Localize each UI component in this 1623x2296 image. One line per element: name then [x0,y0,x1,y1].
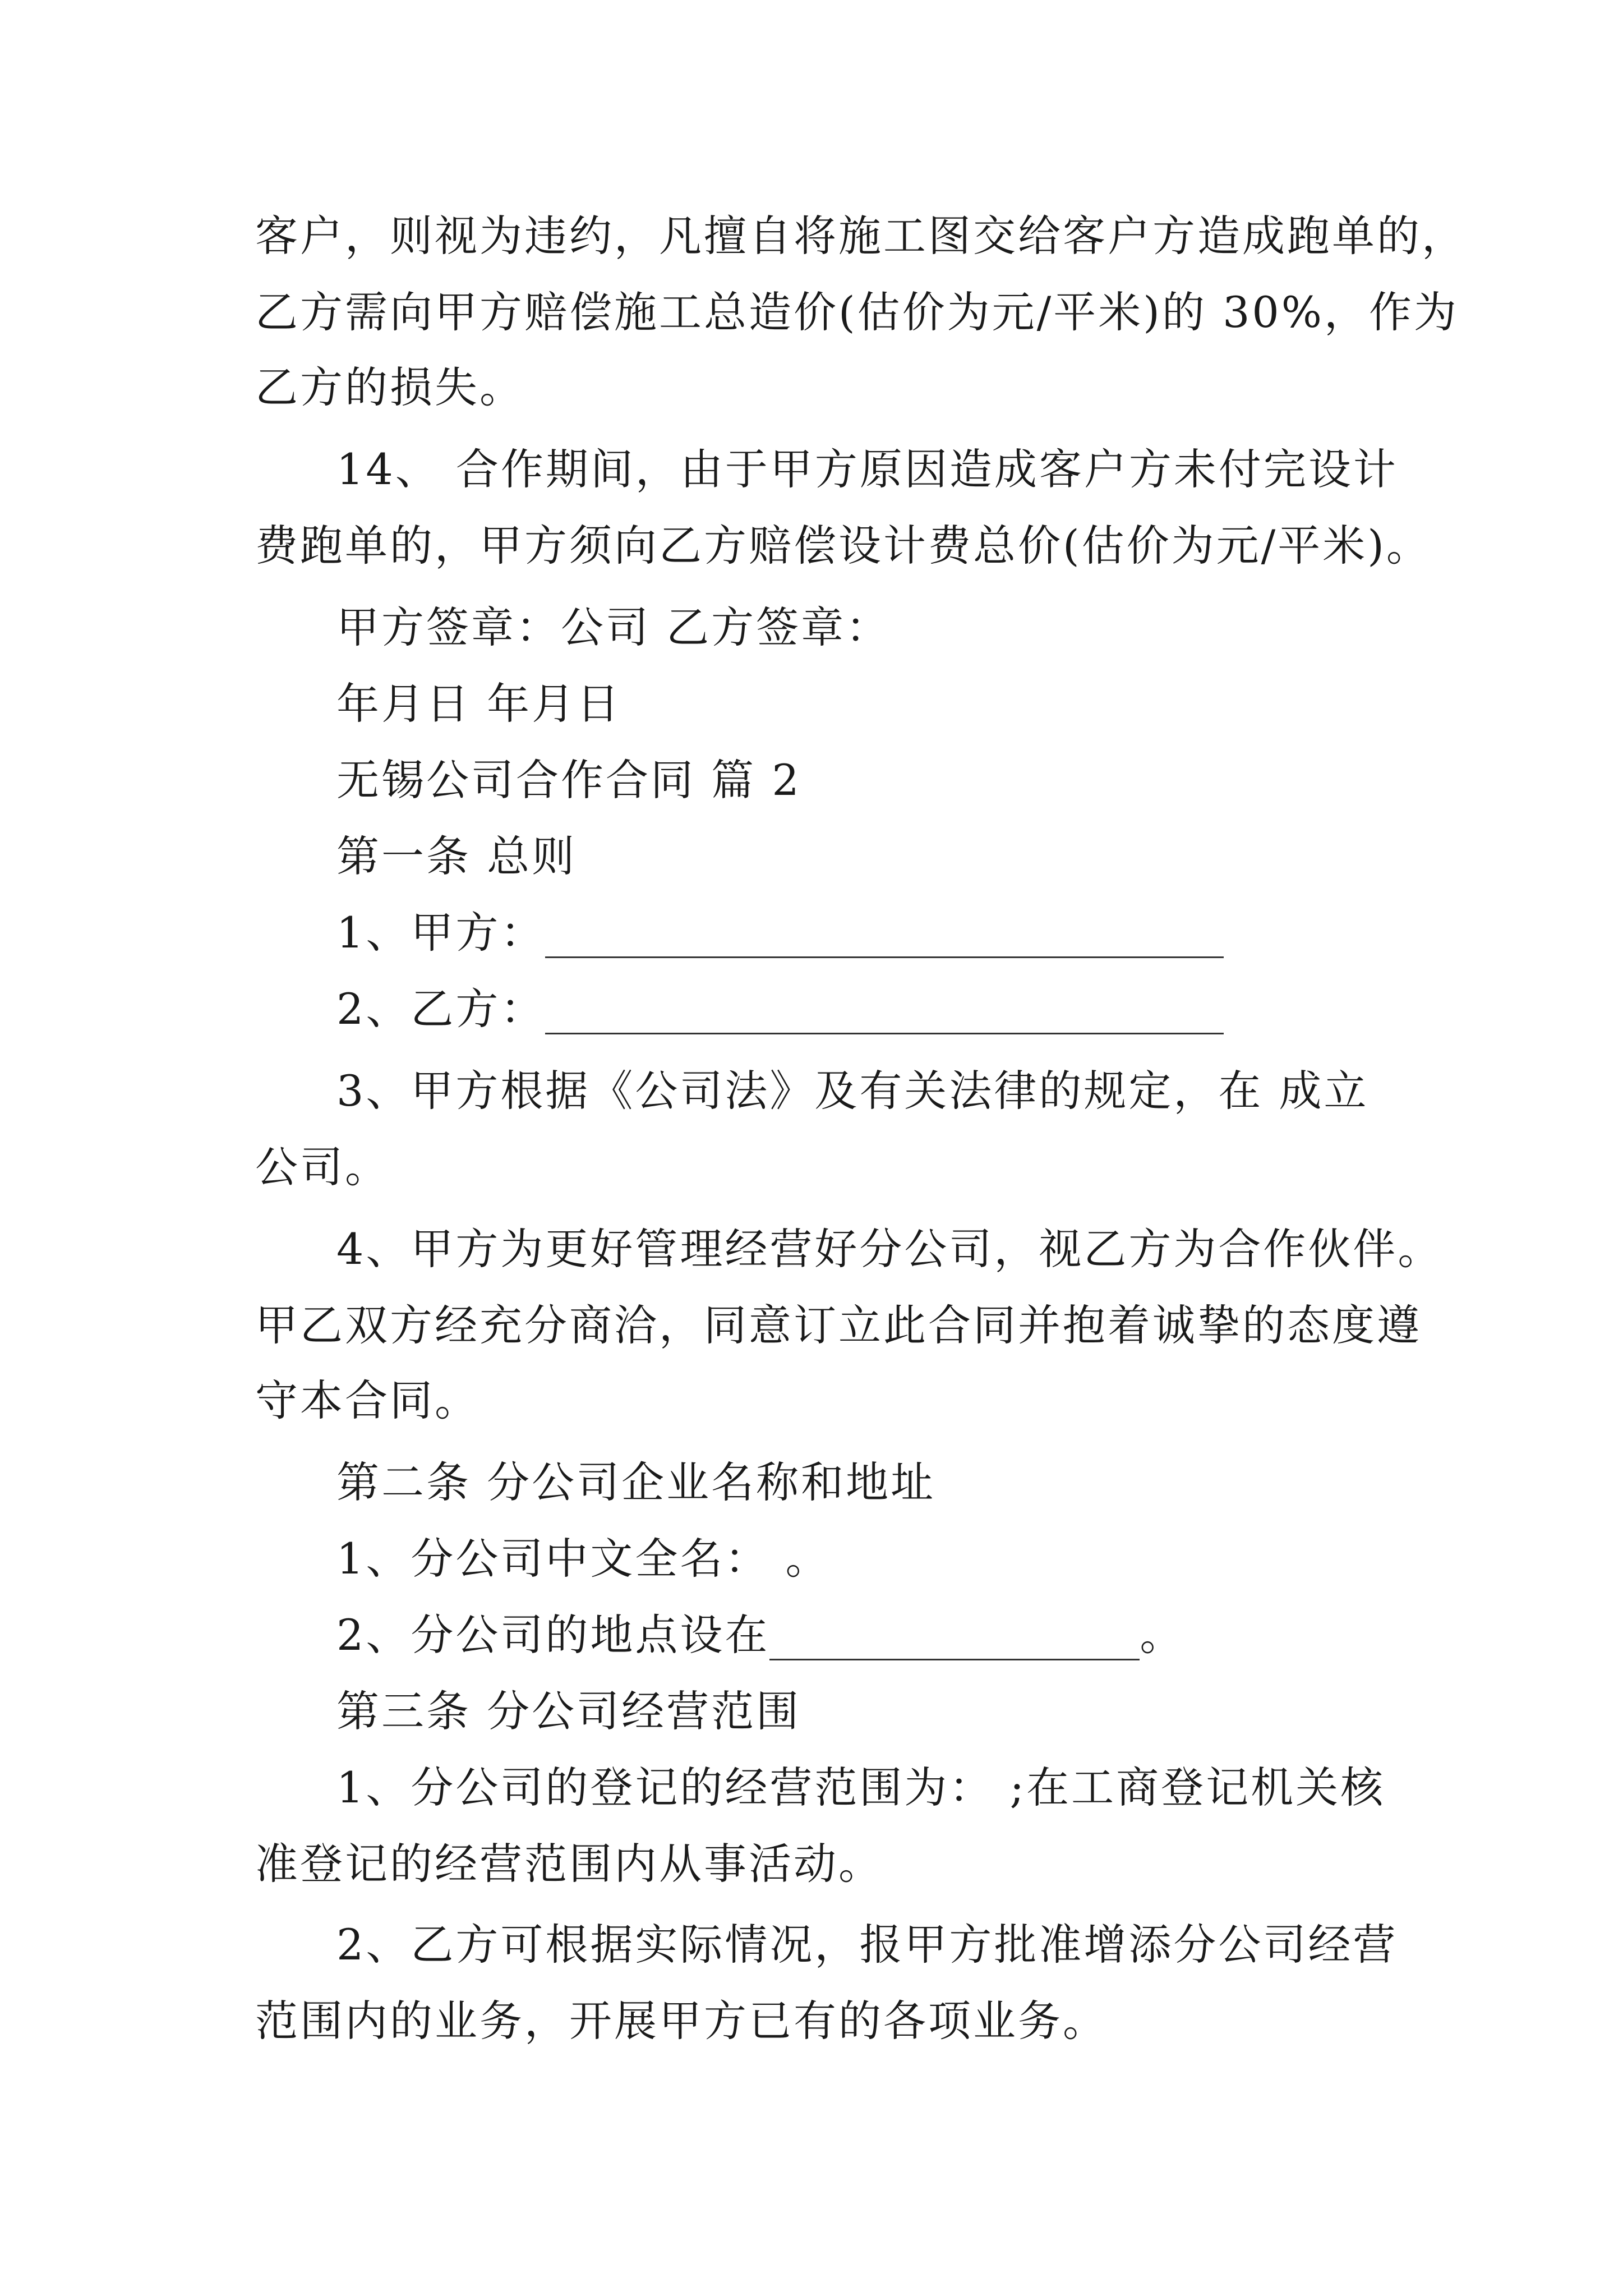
text-line: 客户，则视为违约，凡擅自将施工图交给客户方造成跑单的， [255,211,1467,261]
signature-line: 甲方签章：公司 乙方签章： [336,602,891,652]
text-line: 1、分公司的登记的经营范围为： ;在工商登记机关核 [336,1763,1386,1812]
party-b-blank [545,993,1224,1034]
text-line: 甲乙双方经充分商洽，同意订立此合同并抱着诚挚的态度遵 [255,1300,1422,1350]
branch-address-label: 2、分公司的地点设在 [336,1610,770,1660]
party-b-line [336,984,1224,1034]
branch-address-line [336,1610,1184,1660]
branch-address-blank [769,1619,1140,1660]
branch-address-end: 。 [1140,1610,1185,1660]
text-line: 4、甲方为更好管理经营好分公司，视乙方为合作伙伴。 [336,1224,1443,1274]
text-line: 守本合同。 [255,1375,479,1425]
date-line: 年月日 年月日 [336,679,622,729]
article-heading: 第一条 总则 [336,831,577,881]
text-line: 公司。 [255,1142,390,1192]
text-line: 范围内的业务，开展甲方已有的各项业务。 [255,1996,1108,2046]
text-line: 乙方的损失。 [255,362,524,412]
text-line: 2、乙方可根据实际情况，报甲方批准增添分公司经营 [336,1920,1398,1970]
section-title: 无锡公司合作合同 篇 2 [336,755,801,805]
text-line: 准登记的经营范围内从事活动。 [255,1839,883,1889]
party-b-label: 2、乙方： [336,984,546,1034]
text-line: 1、分公司中文全名： 。 [336,1534,831,1584]
article-heading: 第三条 分公司经营范围 [336,1686,801,1736]
text-line: 14、 合作期间，由于甲方原因造成客户方未付完设计 [336,444,1398,494]
text-line: 乙方需向甲方赔偿施工总造价(估价为元/平米)的 30%，作为 [255,287,1459,337]
party-a-blank [545,917,1224,958]
party-a-line [336,908,1224,958]
text-line: 3、甲方根据《公司法》及有关法律的规定，在 成立 [336,1066,1369,1116]
party-a-label: 1、甲方： [336,908,546,958]
article-heading: 第二条 分公司企业名称和地址 [336,1457,936,1507]
text-line: 费跑单的，甲方须向乙方赔偿设计费总价(估价为元/平米)。 [255,521,1431,570]
